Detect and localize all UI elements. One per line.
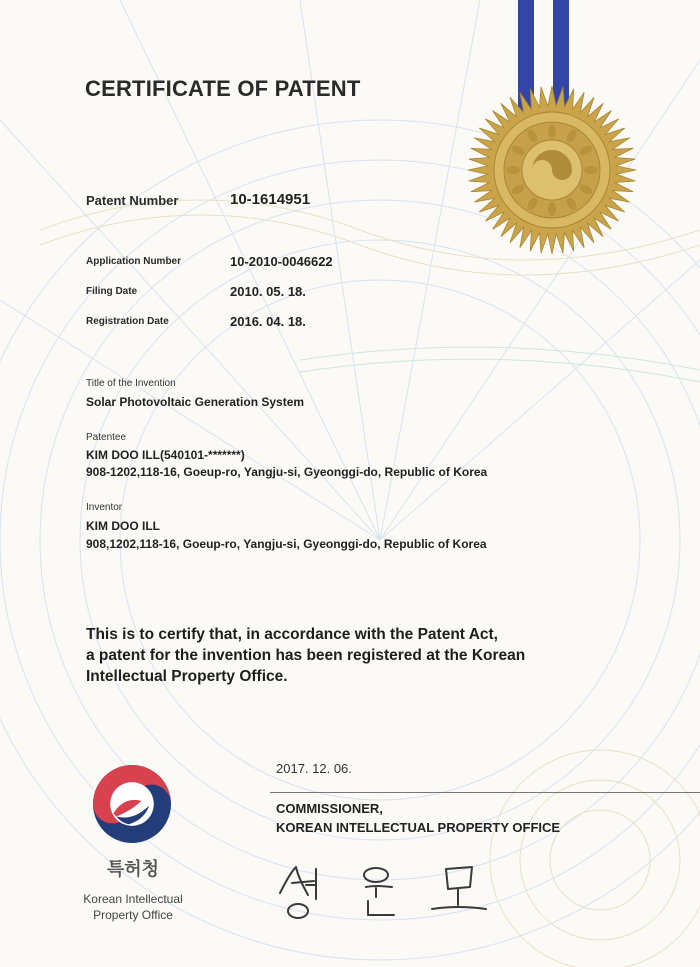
inventor-label: Inventor <box>86 502 123 513</box>
office-name-english <box>60 891 206 923</box>
application-number-label: Application Number <box>86 256 182 267</box>
signature-divider <box>270 792 700 793</box>
office-name-english-line-2: Property Office <box>93 908 173 922</box>
certification-statement <box>86 624 606 687</box>
registration-date-value: 2016. 04. 18. <box>230 314 306 329</box>
certify-line-3: Intellectual Property Office. <box>86 668 288 685</box>
commissioner-line-2: KOREAN INTELLECTUAL PROPERTY OFFICE <box>276 820 561 835</box>
office-name-english-line-1: Korean Intellectual <box>83 892 183 906</box>
kipo-taegeuk-logo-icon <box>93 765 171 843</box>
gold-seal-icon <box>468 86 636 254</box>
commissioner-block <box>276 799 560 837</box>
inventor-address: 908,1202,118-16, Goeup-ro, Yangju-si, Gyeonggi-do, Republic of Korea <box>86 537 487 551</box>
inventor-name: KIM DOO ILL <box>86 519 160 533</box>
handwritten-signature <box>272 855 502 925</box>
patent-number-label: Patent Number <box>86 193 179 208</box>
certify-line-2: a patent for the invention has been registered at the Korean <box>86 647 526 664</box>
patentee-label: Patentee <box>86 432 127 443</box>
commissioner-line-1: COMMISSIONER, <box>276 801 383 816</box>
invention-title-value: Solar Photovoltaic Generation System <box>86 395 305 409</box>
invention-title-label: Title of the Invention <box>86 378 176 389</box>
application-number-value: 10-2010-0046622 <box>230 254 333 269</box>
office-name-korean: 특허청 <box>106 859 160 880</box>
filing-date-value: 2010. 05. 18. <box>230 284 306 299</box>
patentee-address: 908-1202,118-16, Goeup-ro, Yangju-si, Gyeonggi-do, Republic of Korea <box>86 465 488 479</box>
filing-date-label: Filing Date <box>86 286 138 297</box>
certify-line-1: This is to certify that, in accordance with the Patent Act, <box>86 626 498 643</box>
issue-date: 2017. 12. 06. <box>276 761 352 776</box>
registration-date-label: Registration Date <box>86 316 169 327</box>
certificate-title: CERTIFICATE OF PATENT <box>85 76 361 101</box>
patentee-name: KIM DOO ILL(540101-*******) <box>86 448 245 462</box>
patent-number-value: 10-1614951 <box>230 191 311 208</box>
